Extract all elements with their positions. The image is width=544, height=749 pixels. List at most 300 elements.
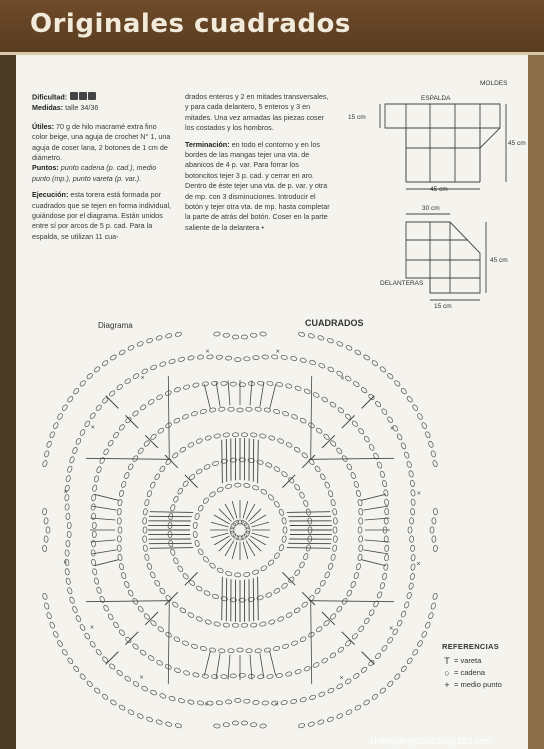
vareta-stitch — [168, 601, 169, 684]
chain-stitch — [428, 441, 434, 448]
chain-stitch — [278, 509, 284, 516]
chain-stitch — [159, 361, 166, 367]
vareta-stitch — [246, 504, 255, 520]
chain-stitch — [291, 414, 299, 420]
chain-stitch — [175, 723, 182, 729]
chain-stitch — [216, 486, 224, 492]
vareta-stitch — [222, 577, 223, 620]
espalda-label: ESPALDA — [421, 95, 451, 102]
chain-stitch — [384, 499, 389, 506]
chain-stitch — [94, 475, 100, 482]
chain-stitch — [191, 643, 198, 649]
chain-stitch — [42, 460, 48, 467]
vareta-stitch — [302, 592, 315, 605]
cadena-symbol-icon: ○ — [444, 668, 450, 678]
chain-stitch — [75, 438, 82, 446]
chain-stitch — [336, 683, 344, 690]
chain-stitch — [86, 680, 93, 687]
chain-stitch — [241, 335, 247, 339]
chain-stitch — [433, 545, 438, 552]
chain-stitch — [52, 631, 59, 639]
chain-stitch — [132, 643, 139, 650]
chain-stitch — [179, 446, 187, 453]
chain-stitch — [177, 565, 184, 573]
chain-stitch — [363, 435, 370, 443]
chain-stitch — [379, 582, 385, 589]
vareta-stitch — [250, 536, 266, 545]
diagrama-label: Diagrama — [98, 321, 133, 330]
chain-stitch — [324, 571, 330, 579]
chain-stitch — [293, 446, 301, 453]
chain-stitch — [250, 333, 257, 337]
chain-stitch — [121, 572, 127, 579]
page-header — [0, 0, 544, 55]
chain-stitch — [92, 485, 98, 492]
chain-stitch — [411, 554, 416, 561]
chain-stitch — [410, 489, 415, 496]
chain-stitch — [410, 564, 415, 571]
chain-stitch — [294, 569, 301, 577]
chain-stitch — [197, 354, 204, 359]
chain-stitch — [327, 716, 335, 722]
puntos-text: punto cadena (p. cad.), medio punto (mp.), punto vareta (p. var.). — [32, 163, 157, 183]
chain-stitch — [394, 673, 401, 680]
chain-stitch — [154, 473, 161, 481]
vareta-stitch — [225, 540, 234, 556]
chain-stitch — [92, 531, 96, 538]
chain-stitch — [400, 387, 407, 394]
chain-stitch — [315, 427, 322, 434]
chain-stitch — [255, 648, 262, 653]
chain-stitch — [95, 648, 102, 655]
chain-stitch — [196, 616, 203, 622]
medio-punto-mark: × — [139, 674, 144, 682]
chain-stitch — [425, 431, 431, 439]
chain-stitch — [285, 383, 292, 389]
chain-stitch — [91, 494, 96, 501]
chain-stitch — [321, 396, 329, 403]
vareta-stitch — [204, 384, 210, 408]
vareta-stitch — [219, 539, 232, 552]
chain-stitch — [117, 518, 121, 525]
vareta-stitch — [270, 651, 276, 675]
chain-stitch — [232, 433, 239, 437]
chain-stitch — [273, 646, 280, 652]
chain-stitch — [432, 460, 438, 467]
chain-stitch — [46, 612, 52, 619]
chain-stitch — [46, 527, 50, 533]
chain-stitch — [174, 387, 181, 393]
chain-stitch — [202, 381, 209, 386]
page-title: Originales cuadrados — [30, 9, 351, 39]
chain-stitch — [127, 709, 135, 716]
chain-stitch — [267, 494, 274, 501]
dim-45a: 45 cm — [508, 140, 526, 147]
vareta-stitch — [287, 548, 330, 549]
chain-stitch — [116, 384, 123, 391]
vareta-stitch — [361, 560, 385, 566]
chain-stitch — [358, 518, 362, 525]
chain-stitch — [285, 612, 293, 619]
chain-stitch — [288, 477, 295, 484]
chain-stitch — [421, 631, 428, 639]
dim-45c: 45 cm — [490, 257, 508, 264]
referencias-title: REFERENCIAS — [442, 642, 500, 651]
chain-stitch — [117, 545, 122, 552]
chain-stitch — [165, 333, 172, 339]
chain-stitch — [281, 700, 288, 705]
chain-stitch — [143, 545, 148, 552]
medio-punto-mark: × — [416, 560, 421, 568]
chain-stitch — [250, 623, 257, 628]
chain-stitch — [84, 632, 91, 640]
vareta-stitch — [270, 384, 276, 408]
chain-stitch — [336, 447, 343, 454]
ejecucion-text: esta torera está formada por cuadrados que se tejen en forma individual, guiándose por el diagrama. Están unidos entre sí por arcos de 5 p. cad. Para la espalda, se utilizan 11 cua- — [32, 190, 172, 241]
ref-vareta — [442, 655, 502, 667]
dim-15a: 15 cm — [348, 114, 366, 121]
medio-punto-mark: × — [389, 625, 394, 633]
chain-stitch — [408, 582, 414, 589]
chain-stitch — [101, 360, 108, 367]
chain-stitch — [69, 596, 75, 603]
chain-stitch — [387, 637, 394, 645]
chain-stitch — [356, 490, 362, 497]
chain-stitch — [237, 648, 243, 652]
chain-stitch — [309, 360, 316, 366]
chain-stitch — [107, 613, 114, 621]
chain-stitch — [79, 380, 86, 387]
chain-stitch — [262, 355, 269, 360]
chain-stitch — [232, 520, 240, 527]
vareta-stitch — [260, 653, 264, 678]
chain-stitch — [235, 698, 241, 702]
chain-stitch — [300, 697, 307, 703]
chain-stitch — [234, 483, 241, 487]
chain-stitch — [328, 563, 334, 570]
chain-stitch — [139, 649, 147, 656]
chain-stitch — [42, 545, 47, 552]
medio-punto-mark: × — [90, 424, 95, 432]
chain-stitch — [381, 408, 388, 415]
moldes-svg — [340, 88, 530, 318]
chain-stitch — [61, 649, 68, 657]
chain-stitch — [225, 356, 232, 360]
chain-stitch — [73, 387, 80, 394]
chain-stitch — [363, 617, 370, 625]
chain-stitch — [79, 429, 86, 437]
chain-stitch — [79, 673, 86, 680]
chain-stitch — [408, 470, 414, 477]
chain-stitch — [173, 636, 181, 643]
chain-stitch — [213, 332, 220, 337]
chain-stitch — [225, 700, 232, 704]
chain-stitch — [144, 554, 150, 561]
vareta-stitch — [232, 542, 237, 559]
chain-stitch — [358, 545, 363, 552]
vareta-stitch — [365, 518, 390, 520]
chain-stitch — [312, 662, 320, 669]
chain-stitch — [230, 530, 237, 538]
chain-stitch — [265, 592, 272, 598]
vareta-stitch — [211, 533, 228, 538]
chain-stitch — [49, 431, 55, 439]
chain-stitch — [387, 416, 394, 424]
vareta-stitch — [246, 540, 255, 556]
chain-stitch — [432, 593, 438, 600]
chain-stitch — [182, 414, 190, 420]
chain-stitch — [132, 373, 140, 380]
chain-stitch — [108, 390, 115, 397]
chain-stitch — [159, 465, 166, 473]
vareta-stitch — [216, 382, 220, 407]
chain-stitch — [285, 442, 293, 449]
chain-stitch — [244, 522, 251, 530]
ref-vareta-text: = vareta — [454, 656, 482, 665]
chain-stitch — [132, 410, 139, 417]
chain-stitch — [170, 549, 176, 556]
chain-stitch — [196, 438, 203, 444]
chain-stitch — [376, 591, 382, 598]
vareta-stitch — [250, 655, 252, 680]
chain-stitch — [288, 576, 295, 583]
chain-stitch — [410, 545, 415, 552]
chain-stitch — [124, 675, 132, 682]
chain-stitch — [379, 366, 386, 373]
chain-stitch — [72, 606, 78, 614]
chain-stitch — [319, 473, 326, 481]
chain-stitch — [268, 435, 275, 441]
chain-stitch — [225, 571, 232, 577]
chain-stitch — [232, 721, 238, 725]
chain-stitch — [404, 451, 410, 458]
chain-stitch — [194, 513, 200, 520]
chain-stitch — [290, 699, 297, 705]
chain-stitch — [281, 536, 286, 543]
chain-stitch — [137, 605, 144, 612]
chain-stitch — [273, 501, 280, 509]
chain-stitch — [73, 665, 80, 672]
chain-stitch — [337, 407, 344, 414]
chain-stitch — [112, 621, 119, 629]
chain-stitch — [351, 420, 358, 427]
chain-stitch — [187, 699, 194, 705]
chain-stitch — [209, 491, 217, 498]
chain-stitch — [214, 433, 221, 438]
chain-stitch — [360, 666, 367, 673]
chain-stitch — [205, 435, 212, 441]
chain-stitch — [240, 534, 248, 541]
vareta-stitch — [94, 494, 118, 500]
chain-stitch — [266, 674, 273, 679]
chain-stitch — [146, 490, 152, 497]
chain-stitch — [125, 416, 132, 423]
vareta-stitch — [260, 382, 264, 407]
chain-stitch — [94, 577, 100, 584]
referencias — [442, 642, 502, 691]
chain-stitch — [65, 504, 70, 511]
chain-stitch — [147, 398, 155, 405]
chain-stitch — [428, 612, 434, 619]
vareta-stitch — [311, 601, 394, 602]
chain-stitch — [277, 438, 284, 444]
chain-stitch — [150, 689, 158, 696]
chain-stitch — [125, 636, 132, 643]
chain-stitch — [141, 368, 149, 375]
medio-punto-mark: × — [339, 675, 344, 682]
vareta-stitch — [165, 455, 178, 468]
chain-stitch — [182, 573, 189, 580]
delanteras-label: DELANTERAS — [380, 280, 424, 287]
chain-stitch — [230, 674, 237, 678]
chain-stitch — [187, 442, 195, 449]
chain-stitch — [430, 602, 436, 609]
chain-stitch — [118, 704, 126, 711]
vareta-stitch — [106, 652, 119, 665]
chain-stitch — [433, 508, 438, 515]
chain-stitch — [91, 559, 96, 566]
dim-15b: 15 cm — [434, 303, 452, 310]
chain-stitch — [259, 433, 266, 438]
chain-stitch — [309, 694, 316, 700]
chain-stitch — [410, 508, 415, 515]
chain-stitch — [267, 559, 274, 566]
vareta-stitch — [311, 458, 394, 459]
chain-stitch — [330, 440, 337, 447]
chain-stitch — [150, 481, 156, 489]
chain-stitch — [358, 536, 362, 543]
chain-stitch — [154, 579, 161, 587]
chain-stitch — [293, 607, 301, 614]
chain-stitch — [384, 545, 389, 552]
chain-stitch — [172, 601, 179, 608]
chain-stitch — [118, 629, 125, 636]
chain-stitch — [381, 645, 388, 652]
chain-stitch — [197, 548, 204, 556]
chain-stitch — [95, 404, 102, 411]
chain-stitch — [178, 698, 185, 704]
chain-stitch — [235, 358, 241, 362]
chain-stitch — [127, 344, 135, 351]
chain-stitch — [400, 442, 406, 450]
vareta-stitch — [311, 376, 312, 459]
puntos-label: Puntos: — [32, 163, 59, 173]
chain-stitch — [209, 562, 217, 569]
dim-45b: 45 cm — [430, 186, 448, 193]
chain-stitch — [124, 472, 130, 480]
chain-stitch — [99, 457, 105, 465]
chain-stitch — [65, 475, 71, 482]
chain-stitch — [246, 407, 253, 411]
chain-stitch — [99, 596, 105, 604]
chain-stitch — [69, 456, 75, 463]
vareta-stitch — [363, 550, 388, 554]
chain-stitch — [358, 427, 365, 434]
vareta-stitch — [150, 512, 193, 513]
chain-stitch — [253, 355, 260, 360]
chain-stitch — [376, 461, 382, 468]
chain-stitch — [212, 594, 219, 600]
chain-stitch — [303, 500, 309, 507]
dim-30: 30 cm — [422, 205, 440, 212]
chain-stitch — [262, 701, 269, 706]
chain-stitch — [232, 335, 238, 339]
chain-stitch — [216, 700, 223, 705]
chain-stitch — [142, 518, 147, 525]
chain-stitch — [298, 723, 305, 729]
chain-stitch — [282, 411, 289, 417]
chain-stitch — [337, 646, 344, 653]
chain-stitch — [66, 513, 71, 520]
vareta-stitch — [204, 651, 210, 675]
chain-stitch — [194, 540, 200, 547]
chain-stitch — [218, 648, 225, 653]
chain-stitch — [127, 463, 134, 471]
chain-stitch — [116, 669, 123, 676]
chain-stitch — [290, 356, 297, 362]
chain-stitch — [412, 649, 419, 657]
chain-stitch — [156, 659, 164, 666]
chain-stitch — [92, 568, 98, 575]
chain-stitch — [301, 601, 308, 608]
chain-stitch — [432, 518, 436, 525]
espalda-outline — [385, 104, 500, 148]
chain-stitch — [336, 605, 343, 612]
chain-stitch — [358, 508, 363, 515]
medio-punto-symbol-icon: + — [444, 680, 450, 690]
chain-stitch — [351, 633, 358, 640]
vareta-stitch — [86, 458, 169, 459]
chain-stitch — [211, 674, 218, 679]
chain-stitch — [353, 672, 360, 679]
chain-stitch — [276, 382, 283, 388]
chain-stitch — [328, 490, 334, 497]
chain-stitch — [246, 648, 253, 652]
chain-stitch — [193, 522, 198, 529]
vareta-stitch — [287, 512, 330, 513]
ref-medio-punto-text: = medio punto — [454, 680, 502, 689]
utiles-label: Útiles: — [32, 121, 54, 131]
chain-stitch — [187, 355, 194, 361]
chain-stitch — [252, 485, 259, 491]
chain-stitch — [150, 433, 157, 440]
chain-stitch — [173, 495, 179, 503]
chain-stitch — [409, 518, 413, 525]
vareta-stitch — [92, 506, 117, 510]
vareta-stitch — [302, 455, 315, 468]
chain-stitch — [299, 417, 307, 424]
chain-stitch — [182, 640, 190, 646]
vareta-stitch — [165, 592, 178, 605]
chain-stitch — [157, 427, 164, 434]
chain-stitch — [354, 349, 362, 356]
crochet-diagram — [40, 330, 440, 730]
chain-stitch — [119, 490, 125, 497]
chain-stitch — [228, 648, 235, 652]
chain-stitch — [146, 716, 154, 722]
chain-stitch — [317, 335, 324, 341]
vareta-stitch — [250, 381, 252, 406]
chain-stitch — [221, 381, 228, 386]
chain-stitch — [323, 433, 330, 440]
chain-stitch — [314, 465, 321, 473]
chain-stitch — [318, 691, 326, 697]
chain-stitch — [223, 432, 230, 437]
chain-stitch — [223, 722, 230, 726]
chain-stitch — [243, 483, 250, 488]
espalda-grid — [406, 104, 480, 182]
chain-stitch — [124, 378, 132, 385]
